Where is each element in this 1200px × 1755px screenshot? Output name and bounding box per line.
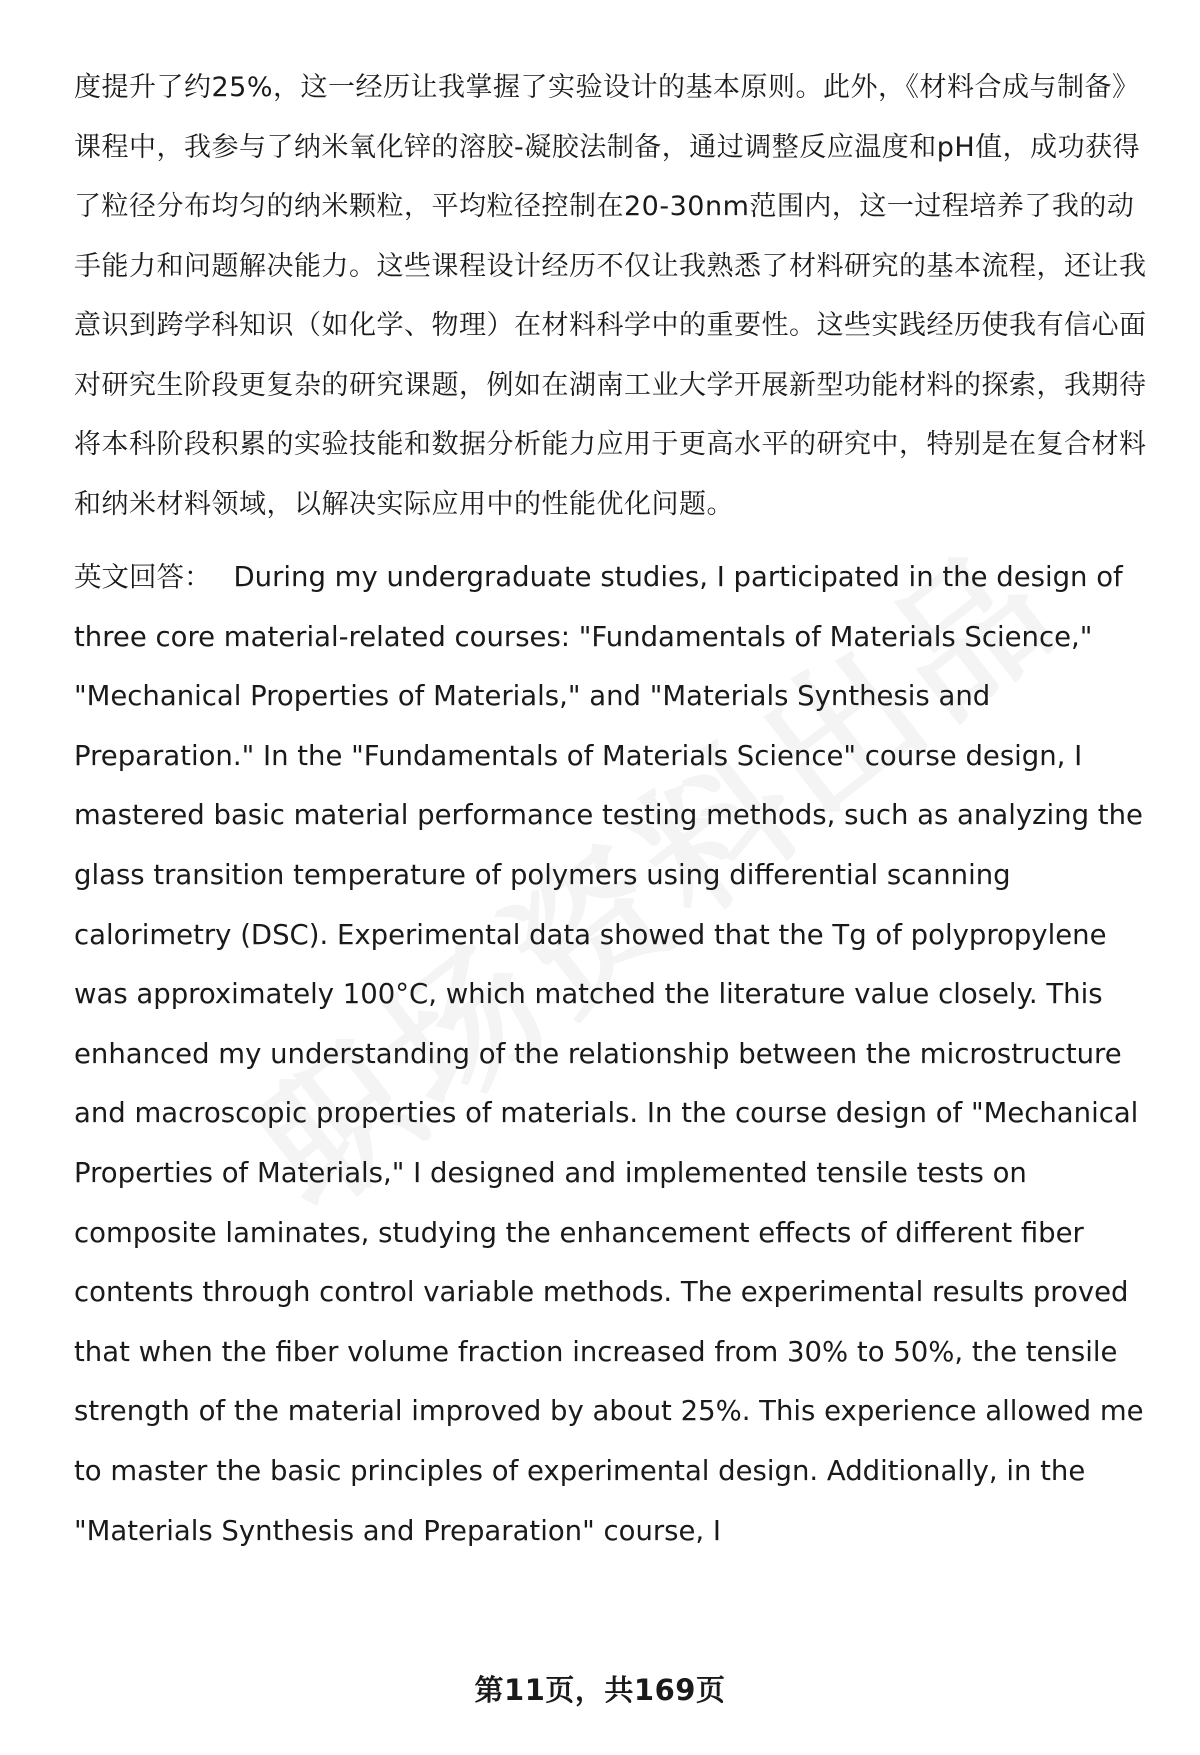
english-answer-label: 英文回答：: [74, 561, 212, 593]
page-number-footer: 第11页，共169页: [474, 1673, 726, 1707]
chinese-answer-paragraph: 度提升了约25%，这一经历让我掌握了实验设计的基本原则。此外，《材料合成与制备》课程中，我参与了纳米氧化锌的溶胶-凝胶法制备，通过调整反应温度和pH值，成功获得了粒径分布均匀的纳米颗粒，平均粒径控制在20-30nm范围内，这一过程培养了我的动手能力和问题解决能力。这些课程设计经历不仅让我熟悉了材料研究的基本流程，还让我意识到跨学科知识（如化学、物理）在材料科学中的重要性。这些实践经历使我有信心面对研究生阶段更复杂的研究课题，例如在湖南工业大学开展新型功能材料的探索，我期待将本科阶段积累的实验技能和数据分析能力应用于更高水平的研究中，特别是在复合材料和纳米材料领域，以解决实际应用中的性能优化问题。: [74, 72, 1147, 520]
english-answer-text: During my undergraduate studies, I participated in the design of three core material-related courses: "Fundamentals of Materials Science," "Mechanical Properties of Materials," and "Materials Synthesis and Preparation." In the "Fundamentals of Materials Science" course design, I mastered basic material performance testing methods, such as analyzing the glass transition temperature of polymers using differential scanning calorimetry (DSC). Experimental data showed that the Tg of polypropylene was approximately 100°C, which matched the literature value closely. This enhanced my understanding of the relationship between the microstructure and macroscopic properties of materials. In the course design of "Mechanical Properties of Materials," I designed and implemented tensile tests on composite laminates, studying the enhancement effects of different fiber contents through control variable methods. The experimental results proved that when the fiber volume fraction increased from 30% to 50%, the tensile strength of the material improved by about 25%. This experience allowed me to master the basic principles of experimental design. Additionally, in the "Materials Synthesis and Preparation" course, I: [74, 561, 1144, 1547]
document-body: [74, 58, 1158, 1561]
english-answer-paragraph: [74, 548, 1158, 1561]
